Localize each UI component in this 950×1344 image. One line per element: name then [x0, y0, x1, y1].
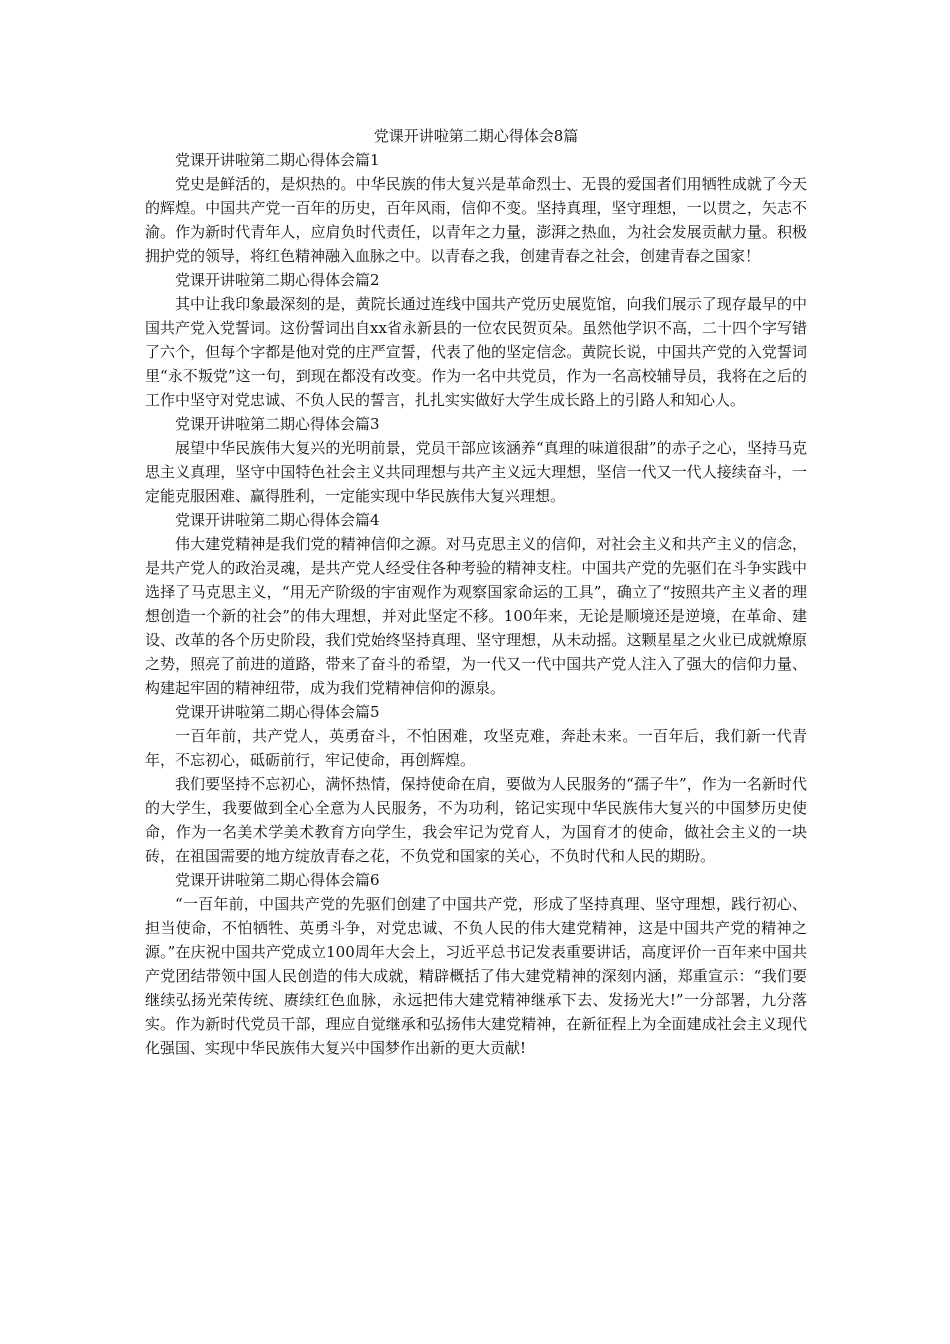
paragraph: 我们要坚持不忘初心，满怀热情，保持使命在肩，要做为人民服务的“孺子牛”，作为一名新时代的大学生，我要做到全心全意为人民服务，不为功利，铭记实现中华民族伟大复兴的中国梦历史使命，作为一名美术学美术教育方向学生，我会牢记为党育人，为国育才的使命，做社会主义的一块砖，在祖国需要的地方绽放青春之花，不负党和国家的关心，不负时代和人民的期盼。 — [145, 775, 807, 865]
section-heading: 党课开讲啦第二期心得体会篇5 — [175, 703, 380, 721]
paragraph: 一百年前，共产党人，英勇奋斗，不怕困难，攻坚克难，奔赴未来。一百年后，我们新一代青年，不忘初心，砥砺前行，牢记使命，再创辉煌。 — [145, 727, 807, 769]
paragraph: 展望中华民族伟大复兴的光明前景，党员干部应该涵养“真理的味道很甜”的赤子之心，坚持马克思主义真理，坚守中国特色社会主义共同理想与共产主义远大理想，坚信一代又一代人接续奋斗，一定能克服困难、赢得胜利，一定能实现中华民族伟大复兴理想。 — [145, 439, 807, 505]
paragraph: “一百年前，中国共产党的先驱们创建了中国共产党，形成了坚持真理、坚守理想，践行初心、担当使命，不怕牺牲、英勇斗争，对党忠诚、不负人民的伟大建党精神，这是中国共产党的精神之源。”在庆祝中国共产党成立100周年大会上，习近平总书记发表重要讲话，高度评价一百年来中国共产党团结带领中国人民创造的伟大成就，精辟概括了伟大建党精神的深刻内涵，郑重宣示：“我们要继续弘扬光荣传统、赓续红色血脉，永远把伟大建党精神继承下去、发扬光大!”一分部署，九分落实。作为新时代党员干部，理应自觉继承和弘扬伟大建党精神，在新征程上为全面建成社会主义现代化强国、实现中华民族伟大复兴中国梦作出新的更大贡献! — [145, 895, 807, 1057]
section-heading: 党课开讲啦第二期心得体会篇1 — [175, 151, 380, 169]
section-heading: 党课开讲啦第二期心得体会篇6 — [175, 871, 380, 889]
paragraph: 其中让我印象最深刻的是，黄院长通过连线中国共产党历史展览馆，向我们展示了现存最早的中国共产党入党誓词。这份誓词出自xx省永新县的一位农民贺页朵。虽然他学识不高，二十四个字写错了六个，但每个字都是他对党的庄严宣誓，代表了他的坚定信念。黄院长说，中国共产党的入党誓词里“永不叛党”这一句，到现在都没有改变。作为一名中共党员，作为一名高校辅导员，我将在之后的工作中坚守对党忠诚、不负人民的誓言，扎扎实实做好大学生成长路上的引路人和知心人。 — [145, 295, 807, 409]
section-4 — [145, 508, 807, 700]
section-heading: 党课开讲啦第二期心得体会篇3 — [175, 415, 380, 433]
paragraph: 伟大建党精神是我们党的精神信仰之源。对马克思主义的信仰，对社会主义和共产主义的信念，是共产党人的政治灵魂，是共产党人经受住各种考验的精神支柱。中国共产党的先驱们在斗争实践中选择了马克思主义，“用无产阶级的宇宙观作为观察国家命运的工具”，确立了“按照共产主义者的理想创造一个新的社会”的伟大理想，并对此坚定不移。100年来，无论是顺境还是逆境，在革命、建设、改革的各个历史阶段，我们党始终坚持真理、坚守理想，从未动摇。这颗星星之火业已成就燎原之势，照亮了前进的道路，带来了奋斗的希望，为一代又一代中国共产党人注入了强大的信仰力量、构建起牢固的精神纽带，成为我们党精神信仰的源泉。 — [145, 535, 807, 697]
document-page — [145, 124, 807, 1060]
section-2 — [145, 268, 807, 412]
document-title: 党课开讲啦第二期心得体会8篇 — [373, 127, 579, 145]
section-heading: 党课开讲啦第二期心得体会篇4 — [175, 511, 380, 529]
paragraph: 党史是鲜活的，是炽热的。中华民族的伟大复兴是革命烈士、无畏的爱国者们用牺牲成就了今天的辉煌。中国共产党一百年的历史，百年风雨，信仰不变。坚持真理，坚守理想，一以贯之，矢志不渝。作为新时代青年人，应肩负时代责任，以青年之力量，澎湃之热血，为社会发展贡献力量。积极拥护党的领导，将红色精神融入血脉之中。以青春之我，创建青春之社会，创建青春之国家！ — [145, 175, 807, 265]
section-5 — [145, 700, 807, 868]
section-6 — [145, 868, 807, 1060]
section-3 — [145, 412, 807, 508]
section-heading: 党课开讲啦第二期心得体会篇2 — [175, 271, 380, 289]
section-1 — [145, 148, 807, 268]
